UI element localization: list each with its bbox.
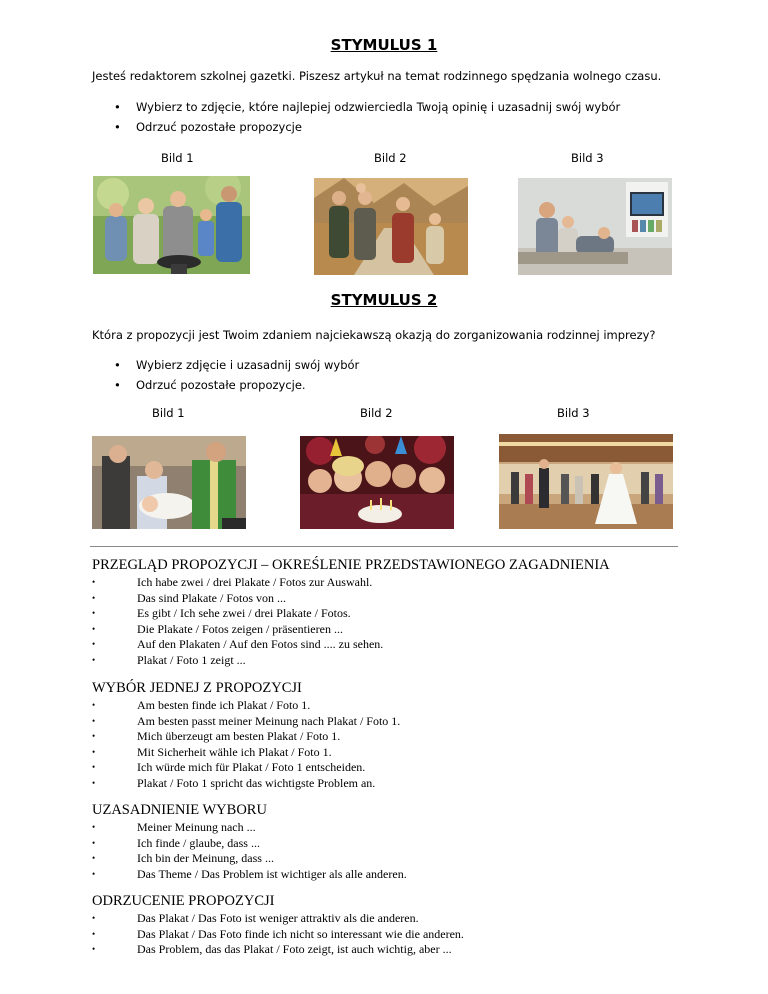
choice-phrase-list (92, 698, 400, 791)
wedding-dance-photo (499, 434, 673, 529)
justification-phrase-list (92, 820, 407, 882)
stimulus-1-bild-2-label: Bild 2 (374, 151, 407, 165)
phrase-item: • Meiner Meinung nach ... (92, 820, 407, 836)
phrase-item: • Das Plakat / Das Foto finde ich nicht so interessant wie die anderen. (92, 927, 464, 943)
stimulus-1-bullet: • Wybierz to zdjęcie, które najlepiej odzwierciedla Twoją opinię i uzasadnij swój wybór (114, 99, 620, 119)
phrase-item: • Plakat / Foto 1 zeigt ... (92, 653, 383, 669)
phrase-item: • Die Plakate / Fotos zeigen / präsentieren ... (92, 622, 383, 638)
stimulus-2-bullet-list (114, 357, 359, 397)
section-divider (90, 546, 678, 547)
stimulus-2-bullet: • Odrzuć pozostałe propozycje. (114, 377, 359, 397)
phrase-item: • Plakat / Foto 1 spricht das wichtigste Problem an. (92, 776, 400, 792)
section-heading-rejection: ODRZUCENIE PROPOZYCJI (92, 893, 275, 909)
stimulus-2-intro: Która z propozycji jest Twoim zdaniem najciekawszą okazją do zorganizowania rodzinnej imprezy? (92, 328, 656, 342)
stimulus-2-bild-3-label: Bild 3 (557, 406, 590, 420)
phrase-item: • Auf den Plakaten / Auf den Fotos sind .... zu sehen. (92, 637, 383, 653)
phrase-item: • Es gibt / Ich sehe zwei / drei Plakate / Fotos. (92, 606, 383, 622)
phrase-item: • Am besten finde ich Plakat / Foto 1. (92, 698, 400, 714)
rejection-phrase-list (92, 911, 464, 958)
phrase-item: • Am besten passt meiner Meinung nach Plakat / Foto 1. (92, 714, 400, 730)
section-heading-justification: UZASADNIENIE WYBORU (92, 802, 267, 818)
family-tv-photo (518, 178, 672, 275)
stimulus-1-bullet: • Odrzuć pozostałe propozycje (114, 119, 620, 139)
stimulus-2-bild-1-label: Bild 1 (152, 406, 185, 420)
phrase-item: • Ich finde / glaube, dass ... (92, 836, 407, 852)
phrase-item: • Das Theme / Das Problem ist wichtiger als alle anderen. (92, 867, 407, 883)
phrase-item: • Das sind Plakate / Fotos von ... (92, 591, 383, 607)
phrase-item: • Mich überzeugt am besten Plakat / Foto 1. (92, 729, 400, 745)
phrase-item: • Ich würde mich für Plakat / Foto 1 entscheiden. (92, 760, 400, 776)
stimulus-1-bild-1-label: Bild 1 (161, 151, 194, 165)
phrase-item: • Ich bin der Meinung, dass ... (92, 851, 407, 867)
stimulus-1-title: STYMULUS 1 (330, 36, 438, 54)
birthday-party-photo (300, 436, 454, 529)
phrase-item: • Das Problem, das das Plakat / Foto zeigt, ist auch wichtig, aber ... (92, 942, 464, 958)
section-heading-choice: WYBÓR JEDNEJ Z PROPOZYCJI (92, 680, 302, 696)
family-barbecue-photo (93, 176, 250, 274)
phrase-item: • Mit Sicherheit wähle ich Plakat / Foto 1. (92, 745, 400, 761)
stimulus-2-bullet: • Wybierz zdjęcie i uzasadnij swój wybór (114, 357, 359, 377)
stimulus-1-bullet-list (114, 99, 620, 139)
stimulus-2-title: STYMULUS 2 (330, 291, 438, 309)
phrase-item: • Das Plakat / Das Foto ist weniger attraktiv als die anderen. (92, 911, 464, 927)
overview-phrase-list (92, 575, 383, 668)
baptism-photo (92, 436, 246, 529)
phrase-item: • Ich habe zwei / drei Plakate / Fotos zur Auswahl. (92, 575, 383, 591)
section-heading-overview: PRZEGLĄD PROPOZYCJI – OKREŚLENIE PRZEDSTAWIONEGO ZAGADNIENIA (92, 557, 610, 573)
stimulus-1-bild-3-label: Bild 3 (571, 151, 604, 165)
stimulus-2-bild-2-label: Bild 2 (360, 406, 393, 420)
family-walk-photo (314, 178, 468, 275)
stimulus-1-intro: Jesteś redaktorem szkolnej gazetki. Piszesz artykuł na temat rodzinnego spędzania wolnego czasu. (92, 69, 662, 83)
